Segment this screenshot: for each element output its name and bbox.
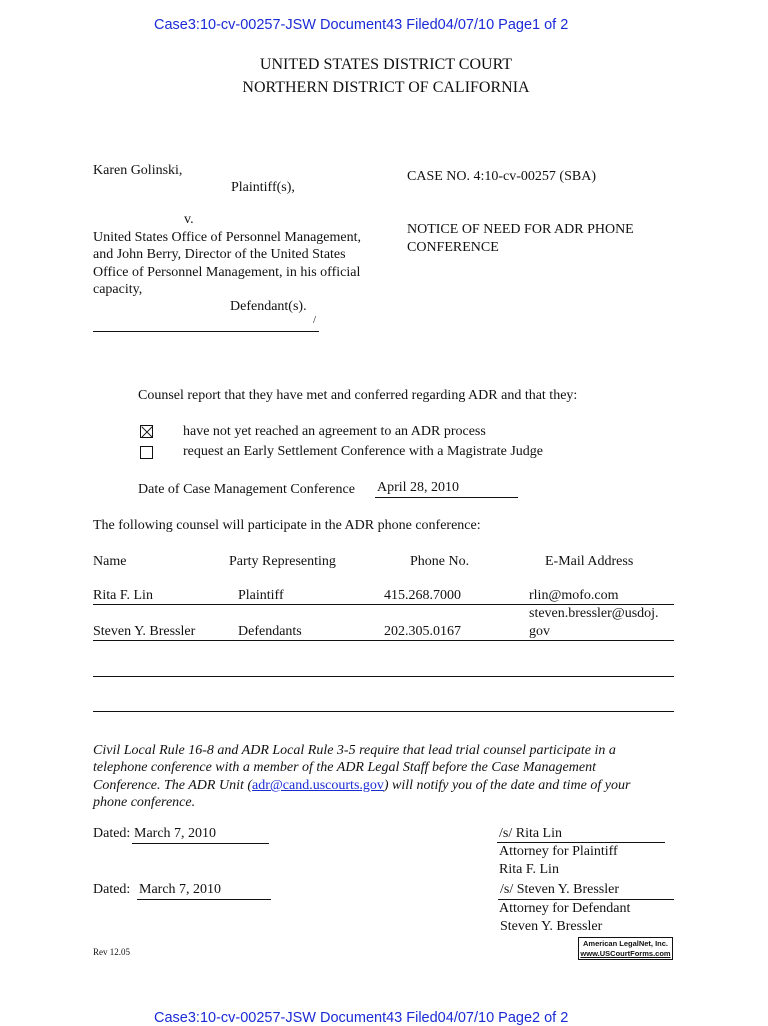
rule-notice-text: Conference. The ADR Unit ( xyxy=(93,778,253,793)
defendant-line: Office of Personnel Management, in his official xyxy=(93,265,361,280)
signature-line[interactable]: /s/ Steven Y. Bressler xyxy=(500,882,619,897)
column-header-email: E-Mail Address xyxy=(545,554,634,569)
counsel-party: Plaintiff xyxy=(238,588,284,603)
row-divider xyxy=(93,676,674,677)
adr-email-link[interactable]: adr@cand.uscourts.gov xyxy=(252,778,384,793)
defendant-line: United States Office of Personnel Management, xyxy=(93,230,362,245)
dated-label: Dated: xyxy=(93,826,131,841)
case-stamp-bottom: Case3:10-cv-00257-JSW Document43 Filed04/07/10 Page2 of 2 xyxy=(154,1010,569,1026)
cmc-date-underline xyxy=(375,497,518,498)
counsel-phone: 415.268.7000 xyxy=(384,588,461,603)
column-header-party: Party Representing xyxy=(229,554,336,569)
attorney-title: Attorney for Defendant xyxy=(499,901,631,916)
counsel-email: rlin@mofo.com xyxy=(529,588,619,603)
counsel-name: Rita F. Lin xyxy=(93,588,153,603)
row-divider xyxy=(93,604,674,605)
caption-slash: / xyxy=(313,314,317,326)
report-intro: Counsel report that they have met and conferred regarding ADR and that they: xyxy=(138,388,578,403)
attorney-name: Steven Y. Bressler xyxy=(500,919,603,934)
notice-title-line2: CONFERENCE xyxy=(407,240,499,255)
logo-line1: American LegalNet, Inc. xyxy=(582,939,669,948)
rule-notice-line: telephone conference with a member of the ADR Legal Staff before the Case Management xyxy=(93,760,596,775)
column-header-name: Name xyxy=(93,554,127,569)
attorney-title: Attorney for Plaintiff xyxy=(499,844,618,859)
signature-underline xyxy=(498,899,674,900)
plaintiff-role: Plaintiff(s), xyxy=(231,180,295,195)
dated-underline xyxy=(132,843,269,844)
cmc-date-value[interactable]: April 28, 2010 xyxy=(377,480,460,495)
rule-notice-text: ) will notify you of the date and time of your xyxy=(383,778,631,793)
case-number: CASE NO. 4:10-cv-00257 (SBA) xyxy=(407,169,596,184)
option-label-no-agreement: have not yet reached an agreement to an ADR process xyxy=(183,424,486,439)
americanlegalnet-logo xyxy=(578,937,673,960)
counsel-email-cont: gov xyxy=(529,624,550,639)
counsel-email: steven.bressler@usdoj. xyxy=(529,606,659,621)
caption-underline xyxy=(93,331,319,332)
cmc-date-label: Date of Case Management Conference xyxy=(138,482,355,497)
court-name-line2: NORTHERN DISTRICT OF CALIFORNIA xyxy=(242,79,530,96)
case-stamp-top: Case3:10-cv-00257-JSW Document43 Filed04/07/10 Page1 of 2 xyxy=(154,17,569,33)
attorney-name: Rita F. Lin xyxy=(499,862,559,877)
revision-label: Rev 12.05 xyxy=(93,947,130,957)
dated-underline xyxy=(137,899,271,900)
notice-title-line1: NOTICE OF NEED FOR ADR PHONE xyxy=(407,222,634,237)
row-divider xyxy=(93,711,674,712)
counsel-party: Defendants xyxy=(238,624,302,639)
dated-value[interactable]: March 7, 2010 xyxy=(134,826,217,841)
checkbox-no-agreement[interactable] xyxy=(140,425,153,438)
signature-line[interactable]: /s/ Rita Lin xyxy=(499,826,562,841)
logo-line2: www.USCourtForms.com xyxy=(580,949,671,958)
rule-notice-line: Civil Local Rule 16-8 and ADR Local Rule 3-5 require that lead trial counsel participate in a xyxy=(93,743,616,758)
defendant-line: capacity, xyxy=(93,282,143,297)
counsel-name: Steven Y. Bressler xyxy=(93,624,196,639)
signature-underline xyxy=(497,842,665,843)
counsel-intro: The following counsel will participate in the ADR phone conference: xyxy=(93,518,481,533)
defendant-line: and John Berry, Director of the United States xyxy=(93,247,346,262)
versus-label: v. xyxy=(184,212,194,227)
counsel-phone: 202.305.0167 xyxy=(384,624,461,639)
court-name-line1: UNITED STATES DISTRICT COURT xyxy=(259,56,513,73)
row-divider xyxy=(93,640,674,641)
option-label-early-settlement: request an Early Settlement Conference with a Magistrate Judge xyxy=(183,444,543,459)
column-header-phone: Phone No. xyxy=(410,554,470,569)
plaintiff-name: Karen Golinski, xyxy=(93,163,183,178)
dated-value[interactable]: March 7, 2010 xyxy=(139,882,222,897)
defendant-role: Defendant(s). xyxy=(230,299,307,314)
rule-notice-line: phone conference. xyxy=(93,795,196,810)
checkbox-early-settlement[interactable] xyxy=(140,446,153,459)
dated-label: Dated: xyxy=(93,882,131,897)
rule-notice-line xyxy=(93,778,630,794)
